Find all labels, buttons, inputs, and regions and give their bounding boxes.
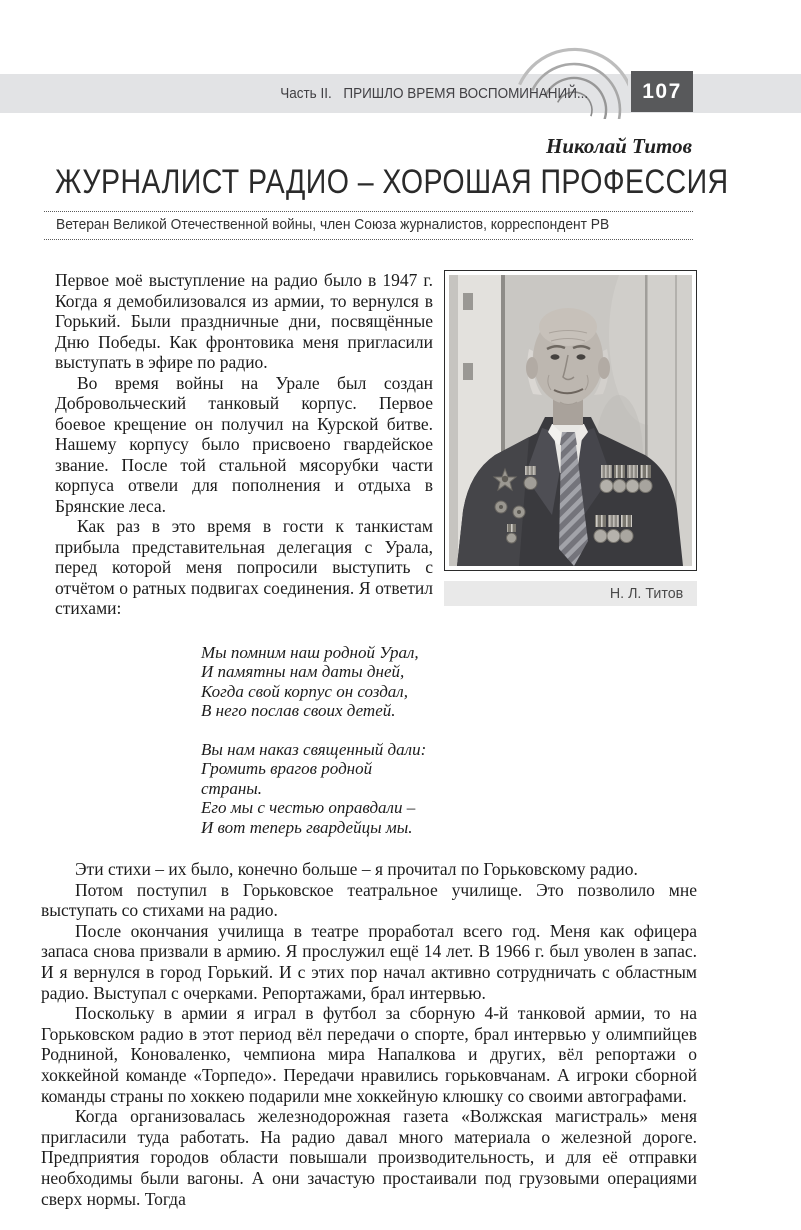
running-head <box>280 74 588 113</box>
text-photo-columns <box>41 270 697 837</box>
paragraph: Поскольку в армии я играл в футбол за сборную 4-й танковой армии, то на Горьковском радио в этот период вёл передачи о спорте, брал интервью у олимпийцев Родниной, Коноваленко, чемпиона мира Напалкова и других, вёл репортажи о хоккейной команде «Торпедо». Передачи нравились горьковчанам. А игроки сборной команды страны по хоккею подарили мне хоккейную клюшку со своими автографами. <box>41 1003 697 1106</box>
poem <box>201 643 433 838</box>
subtitle-rule-block <box>44 211 693 240</box>
lead-text-column <box>55 270 433 837</box>
poem-stanza <box>201 643 433 721</box>
page-number-badge <box>631 71 693 112</box>
poem-line: И памятны нам даты дней, <box>201 662 405 681</box>
poem-line: Вы нам наказ священный дали: <box>201 739 427 759</box>
portrait-photo <box>444 270 697 571</box>
photo-column <box>444 270 697 837</box>
poem-line: Мы помним наш родной Урал, <box>201 642 419 662</box>
paragraph: Как раз в это время в гости к танкистам прибыла представительная делегация с Урала, перед которой меня попросили выступить с отчётом о ратных подвигах соединения. Я ответил стихами: <box>55 516 433 618</box>
portrait-illustration <box>449 275 692 566</box>
paragraph: Эти стихи – их было, конечно больше – я прочитал по Горьковскому радио. <box>75 859 638 879</box>
lead-paragraphs <box>55 270 433 619</box>
photo-caption-bar <box>444 581 697 606</box>
article-subtitle: Ветеран Великой Отечественной войны, член Союза журналистов, корреспондент РВ <box>56 216 610 233</box>
paragraph: Когда организовалась железнодорожная газета «Волжская магистраль» меня пригласили туда работать. На радио давал много материала о железной дороге. Предприятия городов области повышали производительность, и для её отправки необходимы были вагоны. А они зачастую простаивали под грузовыми операциями сверх нормы. Тогда <box>41 1106 697 1209</box>
part-label: Часть II. <box>280 85 332 102</box>
poem-line: В него послав своих детей. <box>201 701 396 720</box>
paragraph: Первое моё выступление на радио было в 1947 г. Когда я демобилизовался из армии, то вернулся в Горький. Были праздничные дни, посвящённые Дню Победы. Как фронтовика меня пригласили выступать в эфире по радио. <box>55 270 433 372</box>
paragraph: Потом поступил в Горьковское театральное училище. Это позволило мне выступать со стихами на радио. <box>41 879 697 921</box>
paragraph: Во время войны на Урале был создан Добровольческий танковый корпус. Первое боевое крещение он получил на Курской битве. Нашему корпусу было присвоено гвардейское звание. После той стальной мясорубки части корпуса отвели для пополнения и отдыха в Брянские леса. <box>55 372 433 516</box>
poem-line: И вот теперь гвардейцы мы. <box>201 817 413 837</box>
article-title: ЖУРНАЛИСТ РАДИО – ХОРОШАЯ ПРОФЕССИЯ <box>55 163 729 201</box>
part-title: ПРИШЛО ВРЕМЯ ВОСПОМИНАНИЙ... <box>343 85 588 102</box>
paragraph: После окончания училища в театре проработал всего год. Меня как офицера запаса снова призвали в армию. Я прослужил ещё 14 лет. В 1966 г. был уволен в запас. И я вернулся в город Горький. И с этих пор начал активно сотрудничать с областным радио. Выступал с очерками. Репортажами, брал интервью. <box>41 920 697 1003</box>
poem-line: Громить врагов родной страны. <box>201 759 373 798</box>
poem-line: Когда свой корпус он создал, <box>201 681 408 701</box>
body-paragraphs <box>41 859 697 1209</box>
poem-line: Его мы с честью оправдали – <box>201 798 416 817</box>
article <box>41 0 729 1209</box>
author-byline: Николай Титов <box>546 134 692 158</box>
page-number: 107 <box>642 79 682 103</box>
photo-caption: Н. Л. Титов <box>609 585 683 602</box>
poem-stanza <box>201 740 433 838</box>
